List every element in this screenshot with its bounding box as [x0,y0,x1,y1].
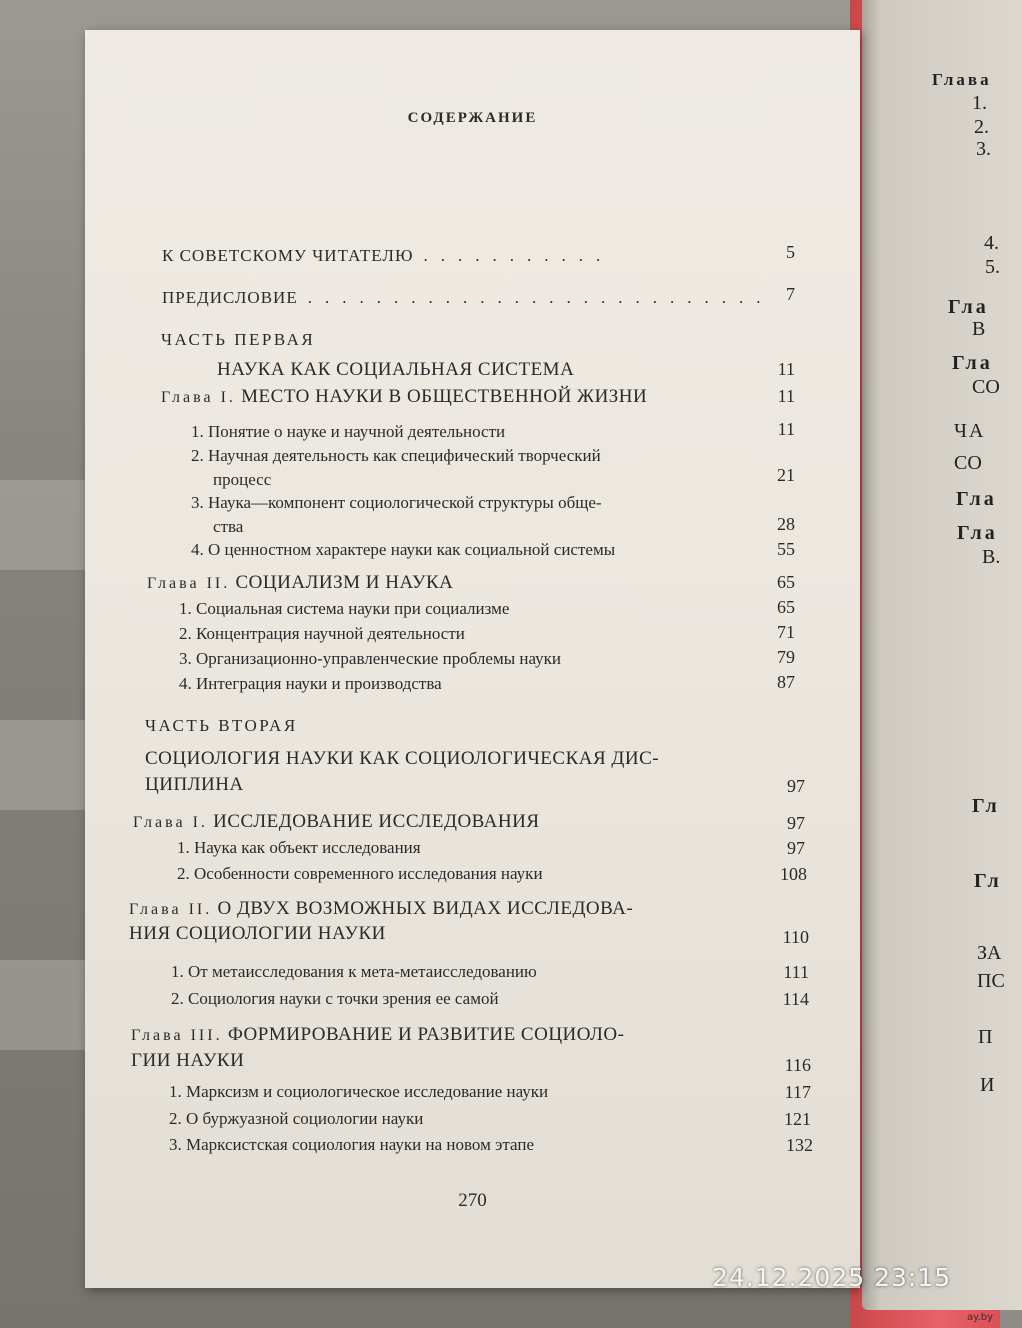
chapter-heading [133,811,540,833]
chapter-number: Глава III. [131,1027,223,1044]
toc-page-number: 7 [786,284,795,304]
page-title: СОДЕРЖАНИЕ [407,110,538,126]
chapter-heading [129,898,633,920]
toc-page-number: 97 [787,838,805,858]
toc-entry-label: ПРЕДИСЛОВИЕ [162,288,298,307]
toc-page-number: 21 [777,465,795,485]
toc-entry-label: 2. Особенности современного исследования науки [177,864,543,883]
toc-page-number: 97 [787,813,805,833]
toc-entry-label: 1. Наука как объект исследования [177,838,421,857]
chapter-heading [161,386,647,408]
right-page [862,0,1022,1310]
chapter-title: СОЦИАЛИЗМ И НАУКА [235,572,454,593]
watermark: ay.by [967,1312,994,1323]
toc-page-number: 11 [777,386,795,406]
chapter-title: НИЯ СОЦИОЛОГИИ НАУКИ [129,923,386,944]
right-page-text: Гл [972,795,1000,817]
toc-page-number: 121 [784,1109,811,1129]
toc-entry-label: 3. Наука—компонент социологической структуры обще- [191,493,602,512]
toc-page-number: 79 [777,647,795,667]
toc-page-number: 132 [786,1135,813,1155]
photo-timestamp: 24.12.2025 23:15 [712,1263,952,1292]
right-page-text: Гла [957,522,998,544]
right-page-text: Гла [952,352,993,374]
right-page-text: 1. [972,92,987,114]
toc-page-number: 11 [777,419,795,439]
toc-entry-label: процесс [213,470,272,489]
right-page-text: Глава [932,70,992,89]
right-page-text: 2. [974,116,989,138]
chapter-title: О ДВУХ ВОЗМОЖНЫХ ВИДАХ ИССЛЕДОВА- [217,898,634,919]
chapter-heading [147,572,453,594]
right-page-text: П [978,1026,993,1048]
right-page-text: СО [972,376,1000,398]
toc-entry-label: 4. Интеграция науки и производства [179,674,442,693]
toc-page-number: 116 [784,1055,811,1075]
toc-entry-label: 3. Организационно-управленческие проблемы науки [179,649,562,668]
toc-page-number: 55 [777,539,795,559]
leader-dots: ........................... [307,288,774,307]
toc-page-number: 65 [777,597,795,617]
chapter-heading [131,1024,624,1046]
toc-page-number: 114 [782,989,809,1009]
chapter-number: Глава II. [147,575,231,592]
toc-entry-label: 4. О ценностном характере науки как социальной системы [191,540,616,559]
chapter-title: ИССЛЕДОВАНИЕ ИССЛЕДОВАНИЯ [213,811,540,832]
right-page-text: 3. [976,138,991,160]
chapter-title: ФОРМИРОВАНИЕ И РАЗВИТИЕ СОЦИОЛО- [227,1024,625,1045]
part-heading: ЧАСТЬ ПЕРВАЯ [161,330,316,349]
chapter-title: ГИИ НАУКИ [131,1050,245,1071]
toc-page-number: 108 [780,864,807,884]
page-number: 270 [458,1190,487,1211]
right-page-text: СО [954,452,982,474]
toc-entry-label: 1. Марксизм и социологическое исследование науки [169,1082,549,1101]
toc-page-number: 28 [777,514,795,534]
toc-page-number: 111 [783,962,809,982]
right-page-text: Гла [948,296,989,318]
toc-entry [162,246,794,266]
toc-page-number: 5 [786,242,795,262]
toc-entry-label: 2. Научная деятельность как специфический творческий [191,446,601,465]
toc-page-number: 71 [777,622,795,642]
right-page-text: И [980,1074,995,1096]
contents-page [85,30,860,1288]
right-page-text: Гла [956,488,997,510]
part-title: СОЦИОЛОГИЯ НАУКИ КАК СОЦИОЛОГИЧЕСКАЯ ДИС- [145,748,660,769]
toc-page-number: 110 [782,927,809,947]
toc-entry-label: 2. Концентрация научной деятельности [179,624,465,643]
part-title: НАУКА КАК СОЦИАЛЬНАЯ СИСТЕМА [217,359,575,380]
chapter-title: МЕСТО НАУКИ В ОБЩЕСТВЕННОЙ ЖИЗНИ [241,386,648,407]
toc-entry-label: 1. От метаисследования к мета-метаисследованию [171,962,537,981]
toc-entry-label: 1. Социальная система науки при социализме [179,599,510,618]
toc-entry-label: ства [213,517,244,536]
toc-page-number: 65 [777,572,795,592]
right-page-text: Гл [974,870,1002,892]
toc-page-number: 117 [784,1082,811,1102]
toc-entry-label: 2. О буржуазной социологии науки [169,1109,424,1128]
leader-dots: ........... [423,246,614,265]
toc-entry-label: 3. Марксистская социология науки на новом этапе [169,1135,534,1154]
chapter-number: Глава II. [129,901,213,918]
toc-entry-label: 2. Социология науки с точки зрения ее самой [171,989,499,1008]
toc-entry-label: К СОВЕТСКОМУ ЧИТАТЕЛЮ [162,246,414,265]
right-page-text: ЗА [977,942,1002,964]
right-page-text: ПС [977,970,1005,992]
right-page-text: ЧА [954,420,986,442]
part-title: ЦИПЛИНА [145,774,244,795]
right-page-text: В. [982,546,1001,568]
toc-entry-label: 1. Понятие о науке и научной деятельности [191,422,506,441]
right-page-text: 5. [985,256,1000,278]
right-page-text: В [972,318,986,340]
chapter-number: Глава I. [161,389,236,406]
toc-page-number: 97 [787,776,805,796]
toc-entry [162,288,794,308]
toc-page-number: 87 [777,672,795,692]
toc-page-number: 11 [777,359,795,379]
right-page-text: 4. [984,232,999,254]
chapter-number: Глава I. [133,814,208,831]
part-heading: ЧАСТЬ ВТОРАЯ [145,716,298,735]
